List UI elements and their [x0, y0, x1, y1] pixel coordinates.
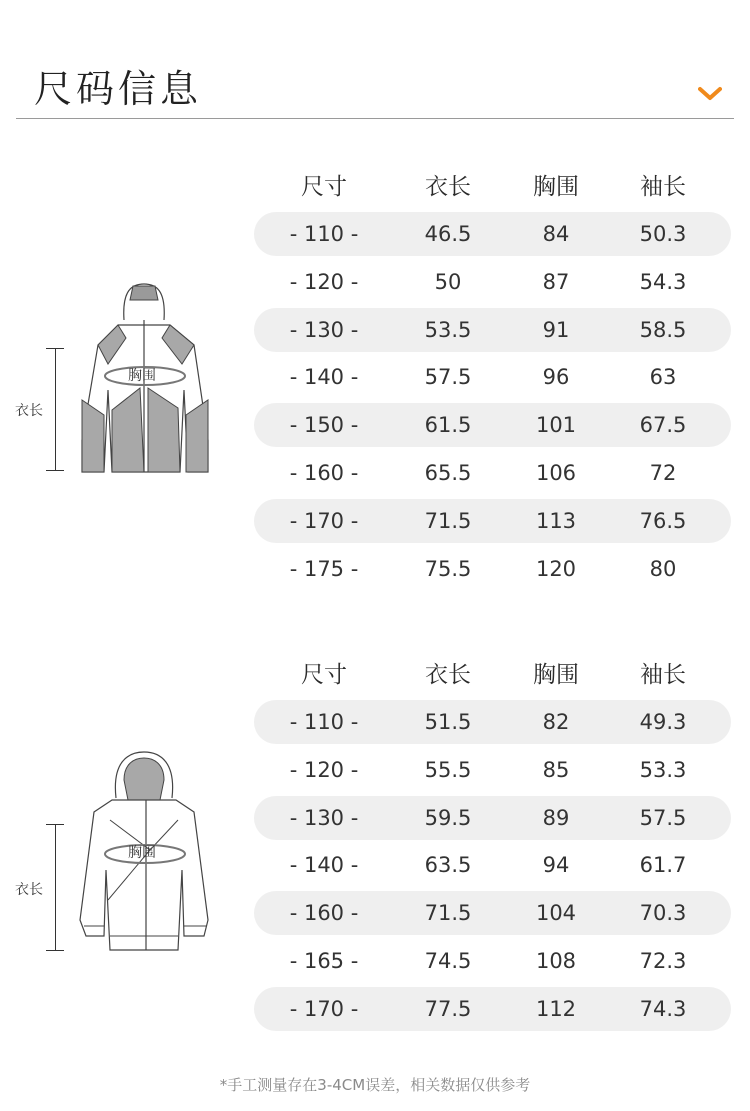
length-cell: 59.5 [424, 805, 472, 830]
col-length: 衣长 [425, 173, 471, 200]
sleeve-cell: 80 [649, 556, 677, 581]
size-cell: - 130 - [289, 317, 359, 342]
size-table-1 [254, 160, 731, 594]
chest-cell: 94 [542, 853, 570, 878]
chest-label: 胸围 [128, 368, 156, 384]
length-cell: 74.5 [424, 948, 472, 973]
col-chest: 胸围 [533, 661, 579, 688]
length-cell: 53.5 [424, 317, 472, 342]
chest-label: 胸围 [128, 845, 156, 861]
chest-cell: 84 [542, 222, 570, 246]
sleeve-cell: 67.5 [639, 413, 687, 438]
chest-cell: 120 [535, 556, 577, 581]
table-row [254, 212, 731, 256]
sleeve-cell: 54.3 [639, 269, 687, 294]
table-row [254, 547, 731, 591]
length-label: 衣长 [15, 403, 43, 419]
header-divider [16, 118, 734, 119]
length-cell: 61.5 [424, 413, 472, 438]
sleeve-cell: 50.3 [639, 222, 687, 246]
length-cell: 51.5 [424, 710, 472, 734]
col-chest: 胸围 [533, 173, 579, 200]
sleeve-cell: 53.3 [639, 757, 687, 782]
table-row [254, 451, 731, 495]
length-cell: 71.5 [424, 901, 472, 926]
sleeve-cell: 63 [649, 365, 677, 390]
table-header [254, 648, 731, 696]
table-row [254, 843, 731, 887]
size-cell: - 160 - [289, 460, 359, 485]
chest-cell: 113 [535, 508, 577, 533]
size-cell: - 175 - [289, 556, 359, 581]
chest-cell: 87 [542, 269, 570, 294]
col-size: 尺寸 [301, 173, 347, 200]
chest-cell: 89 [542, 805, 570, 830]
size-table-2 [254, 648, 731, 1035]
sleeve-cell: 61.7 [639, 853, 687, 878]
size-cell: - 120 - [289, 269, 359, 294]
length-cell: 57.5 [424, 365, 472, 390]
length-cell: 77.5 [424, 996, 472, 1021]
length-label: 衣长 [15, 882, 43, 898]
length-line [55, 824, 56, 950]
jacket-figure-2 [0, 750, 240, 960]
table-row [254, 748, 731, 792]
size-cell: - 165 - [289, 948, 359, 973]
length-cap-bottom [46, 470, 64, 471]
chest-cell: 82 [542, 710, 570, 734]
table-row [254, 987, 731, 1031]
chest-cell: 85 [542, 757, 570, 782]
jacket-figure-1 [0, 280, 240, 480]
chest-cell: 104 [535, 901, 577, 926]
size-cell: - 140 - [289, 853, 359, 878]
table-row [254, 891, 731, 935]
chest-cell: 91 [542, 317, 570, 342]
page-title: 尺码信息 [34, 67, 203, 111]
length-cell: 75.5 [424, 556, 472, 581]
sleeve-cell: 70.3 [639, 901, 687, 926]
size-cell: - 110 - [289, 710, 359, 734]
table-row [254, 796, 731, 840]
table-row [254, 308, 731, 352]
size-cell: - 120 - [289, 757, 359, 782]
jacket-illustration-2 [0, 750, 240, 960]
sleeve-cell: 72.3 [639, 948, 687, 973]
table-row [254, 499, 731, 543]
sleeve-cell: 74.3 [639, 996, 687, 1021]
table-row [254, 355, 731, 399]
col-sleeve: 袖长 [640, 173, 686, 200]
sleeve-cell: 76.5 [639, 508, 687, 533]
size-cell: - 110 - [289, 222, 359, 246]
length-cell: 46.5 [424, 222, 472, 246]
length-cap-bottom [46, 950, 64, 951]
table-row [254, 939, 731, 983]
sleeve-cell: 57.5 [639, 805, 687, 830]
sleeve-cell: 49.3 [639, 710, 687, 734]
length-cell: 65.5 [424, 460, 472, 485]
jacket-illustration-1 [0, 280, 240, 480]
length-cell: 55.5 [424, 757, 472, 782]
length-cell: 63.5 [424, 853, 472, 878]
size-cell: - 170 - [289, 996, 359, 1021]
col-length: 衣长 [425, 661, 471, 688]
sleeve-cell: 58.5 [639, 317, 687, 342]
sleeve-cell: 72 [649, 460, 677, 485]
table-row [254, 260, 731, 304]
size-cell: - 160 - [289, 901, 359, 926]
table-row [254, 700, 731, 744]
chest-cell: 108 [535, 948, 577, 973]
table-header [254, 160, 731, 208]
chest-cell: 106 [535, 460, 577, 485]
table-row [254, 403, 731, 447]
chevron-down-icon[interactable] [698, 86, 722, 102]
length-cell: 50 [434, 269, 462, 294]
col-size: 尺寸 [301, 661, 347, 688]
chest-cell: 101 [535, 413, 577, 438]
col-sleeve: 袖长 [640, 661, 686, 688]
chest-cell: 96 [542, 365, 570, 390]
size-cell: - 140 - [289, 365, 359, 390]
size-cell: - 130 - [289, 805, 359, 830]
footnote: *手工测量存在3-4CM误差，相关数据仅供参考 [219, 1076, 531, 1094]
size-cell: - 150 - [289, 413, 359, 438]
size-cell: - 170 - [289, 508, 359, 533]
chest-cell: 112 [535, 996, 577, 1021]
length-cell: 71.5 [424, 508, 472, 533]
length-line [55, 348, 56, 470]
